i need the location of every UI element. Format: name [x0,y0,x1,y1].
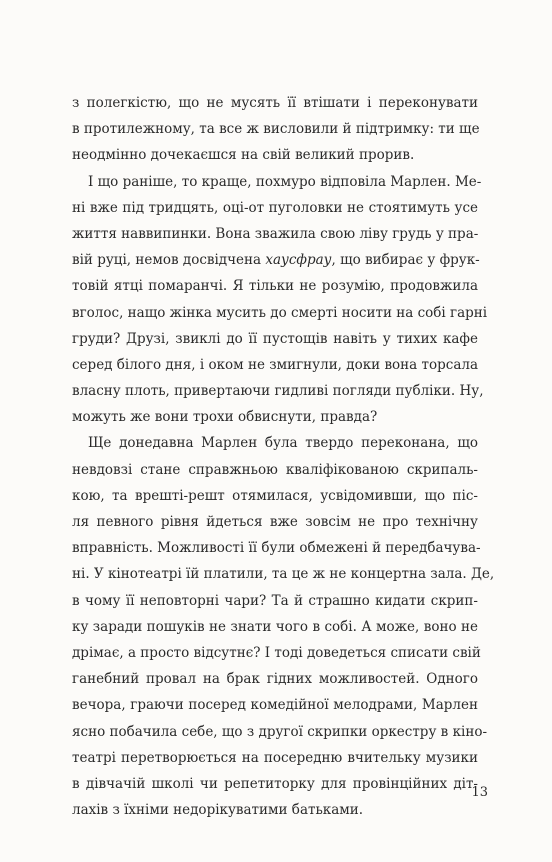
text-line: в дівчачій школі чи репетиторку для провінційних діт- [72,775,478,792]
text-line: театрі перетворюється на посередню вчительку музики [72,749,478,766]
text-line: груди? Друзі, звиклі до її пустощів навіть у тихих кафе [72,330,478,347]
text-line: ясно побачила себе, що з другої скрипки оркестру в кіно- [72,723,488,740]
text-line: власну плоть, привертаючи гидливі погляди публіки. Ну, [72,383,484,400]
text-line: вголос, нащо жінка мусить до смерті носити на собі гарні [72,304,488,321]
text-line: ні. У кінотеатрі їй платили, та це ж не концертна зала. Де, [72,566,495,583]
text-line: вправність. Можливості її були обмежені й передбачува- [72,540,481,557]
text-line: І що раніше, то краще, похмуро відповіла Марлен. Ме- [88,173,482,190]
text-line: лахів з їхніми недорікуватими батьками. [72,802,364,819]
text-line: ганебний провал на брак гідних можливостей. Одного [72,671,478,688]
text-line: можуть же вони трохи обвиснути, правда? [72,409,378,426]
text-line: в протилежному, та все ж висловили й підтримку: ти ще [72,121,480,138]
text-segment: вій руці, немов досвідчена [72,252,266,269]
text-line: ля певного рівня йдеться вже зовсім не про технічну [72,514,478,530]
text-line: неодмінно дочекаєшся на свій великий прорив. [72,147,415,164]
paragraph-1 [72,90,478,169]
text-line: кою, та врешті-решт отямилася, усвідомивши, що піс- [72,487,478,504]
text-segment: , що вибирає у фрук- [331,252,480,269]
text-line: дрімає, а просто відсутнє? І тоді доведеться списати свій [72,644,481,661]
text-line: життя наввипинки. Вона зважила свою ліву грудь у пра- [72,225,479,242]
text-line [72,247,478,273]
text-line: невдовзі стане справжньою кваліфікованою скрипаль- [72,461,478,478]
page-number: 13 [471,785,488,800]
text-line: Ще донедавна Марлен була твердо переконана, що [88,435,478,452]
text-line: з полегкістю, що не мусять її втішати і переконувати [72,95,478,111]
text-line: ні вже під тридцять, оці-от пуголовки не стоятимуть усе [72,199,478,216]
text-line: в чому її неповторні чари? Та й страшно кидати скрип- [72,592,478,609]
text-line: вечора, граючи посеред комедійної мелодрами, Марлен [72,697,478,714]
paragraph-2 [72,169,488,431]
text-line: товій ятці помаранчі. Я тільки не розумію, продовжила [72,278,478,295]
text-line: серед білого дня, і оком не змигнули, доки вона торсала [72,356,478,373]
italic-word: хаусфрау [265,252,332,269]
text-line: ку заради пошуків не знати чого в собі. А може, воно не [72,618,478,635]
